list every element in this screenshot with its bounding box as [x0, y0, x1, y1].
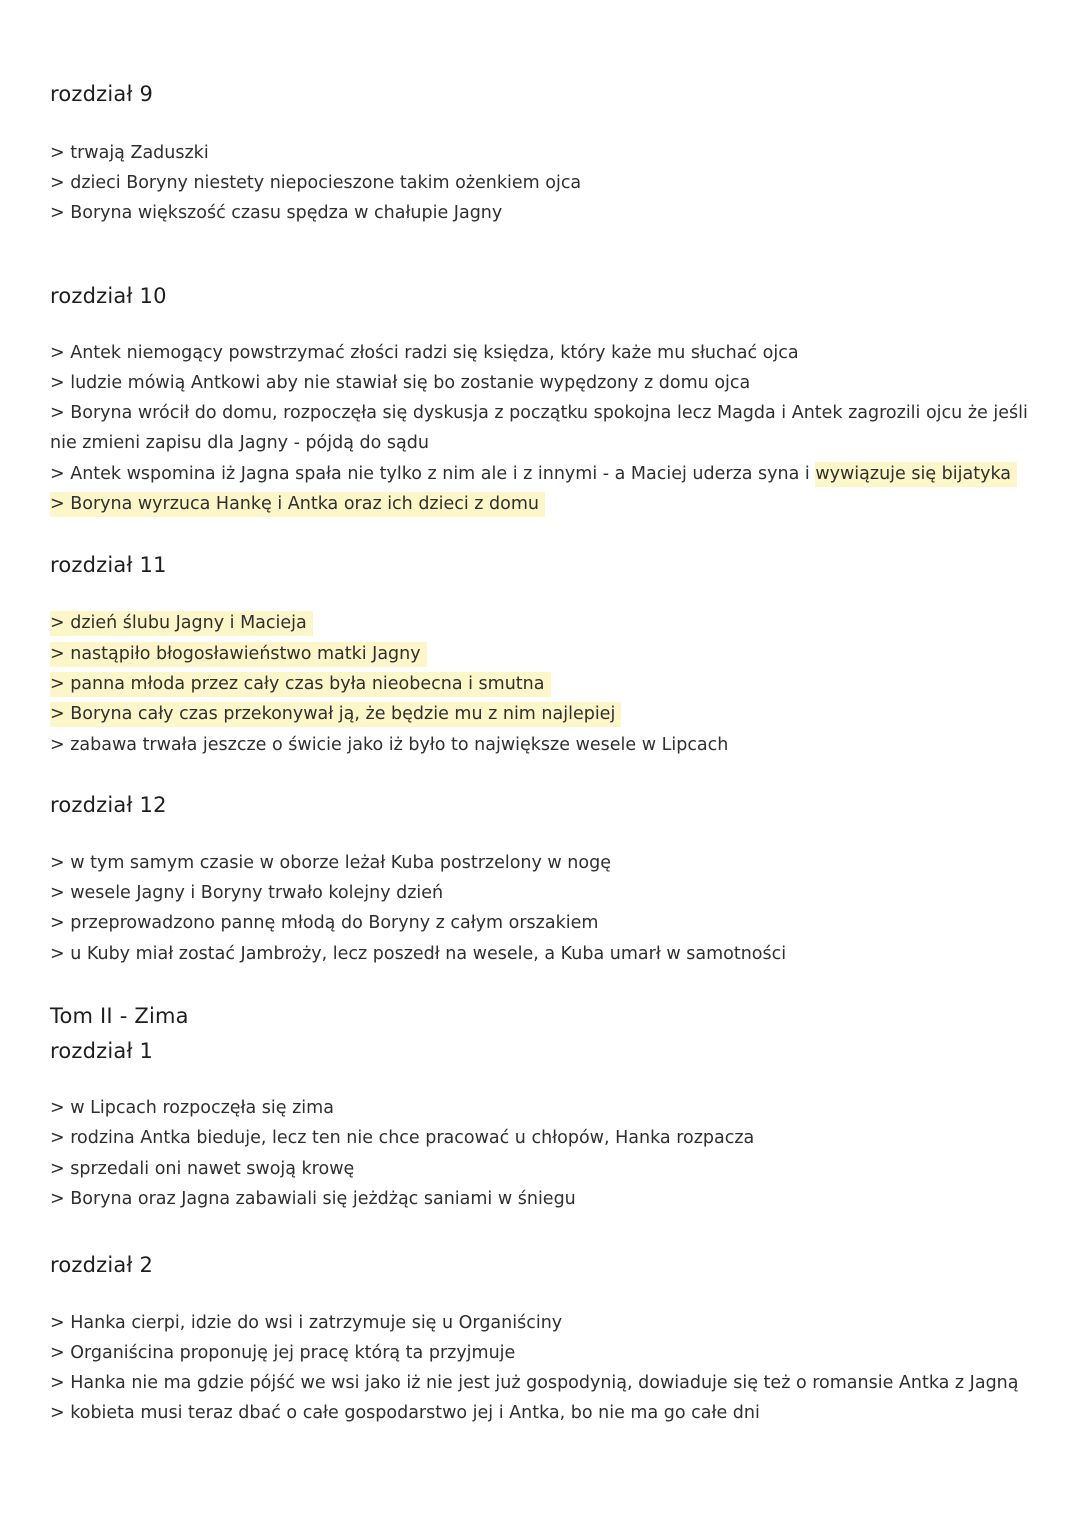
volume-heading: Tom II - Zima — [50, 1004, 189, 1028]
note-line — [50, 460, 1017, 488]
chapter-heading: rozdział 10 — [50, 284, 167, 308]
note-line — [50, 640, 427, 668]
note-line: > Organiścina proponuję jej pracę którą ta przyjmuje — [50, 1343, 516, 1363]
note-line: > wesele Jagny i Boryny trwało kolejny dzień — [50, 883, 444, 903]
note-line: > Boryna oraz Jagna zabawiali się jeżdżąc saniami w śniegu — [50, 1189, 576, 1209]
highlighted-text: > Boryna wyrzuca Hankę i Antka oraz ich dzieci z domu — [50, 492, 545, 517]
note-line — [50, 700, 621, 728]
chapter-heading: rozdział 2 — [50, 1253, 154, 1277]
note-line — [50, 490, 545, 518]
note-line: > rodzina Antka bieduje, lecz ten nie chce pracować u chłopów, Hanka rozpacza — [50, 1128, 755, 1148]
highlighted-text: > Boryna cały czas przekonywał ją, że będzie mu z nim najlepiej — [50, 702, 621, 727]
note-line: > w Lipcach rozpoczęła się zima — [50, 1098, 334, 1118]
note-line: > u Kuby miał zostać Jambroży, lecz poszedł na wesele, a Kuba umarł w samotności — [50, 944, 787, 964]
chapter-heading: rozdział 1 — [50, 1039, 154, 1063]
note-line: > sprzedali oni nawet swoją krowę — [50, 1159, 355, 1179]
note-line: > Antek niemogący powstrzymać złości radzi się księdza, który każe mu słuchać ojca — [50, 343, 799, 363]
note-line — [50, 609, 313, 637]
note-line: > dzieci Boryny niestety niepocieszone takim ożenkiem ojca — [50, 173, 582, 193]
highlighted-text: > dzień ślubu Jagny i Macieja — [50, 611, 313, 636]
note-line: > Hanka nie ma gdzie pójść we wsi jako iż nie jest już gospodynią, dowiaduje się też o romansie Antka z Jagną — [50, 1373, 1019, 1393]
note-line: > przeprowadzono pannę młodą do Boryny z całym orszakiem — [50, 913, 599, 933]
chapter-heading: rozdział 11 — [50, 553, 167, 577]
highlighted-text: > nastąpiło błogosławieństwo matki Jagny — [50, 642, 427, 667]
chapter-heading: rozdział 12 — [50, 793, 167, 817]
note-line: > zabawa trwała jeszcze o świcie jako iż było to największe wesele w Lipcach — [50, 735, 729, 755]
note-line: > w tym samym czasie w oborze leżał Kuba postrzelony w nogę — [50, 853, 611, 873]
note-line: > kobieta musi teraz dbać o całe gospodarstwo jej i Antka, bo nie ma go całe dni — [50, 1403, 760, 1423]
highlighted-text: > panna młoda przez cały czas była nieobecna i smutna — [50, 672, 551, 697]
note-line: > ludzie mówią Antkowi aby nie stawiał się bo zostanie wypędzony z domu ojca — [50, 373, 751, 393]
highlighted-text: wywiązuje się bijatyka — [815, 462, 1017, 487]
note-line: > Hanka cierpi, idzie do wsi i zatrzymuje się u Organiściny — [50, 1313, 563, 1333]
note-line: > Boryna wrócił do domu, rozpoczęła się dyskusja z początku spokojna lecz Magda i Antek zagrozili ojcu że jeśli nie zmieni zapisu dla Jagny - pójdą do sądu — [50, 403, 1028, 453]
note-line — [50, 670, 551, 698]
note-line: > Boryna większość czasu spędza w chałupie Jagny — [50, 203, 503, 223]
note-line: > trwają Zaduszki — [50, 143, 209, 163]
chapter-heading: rozdział 9 — [50, 82, 154, 106]
note-line-text: > Antek wspomina iż Jagna spała nie tylko z nim ale i z innymi - a Maciej uderza syna i — [50, 464, 816, 484]
